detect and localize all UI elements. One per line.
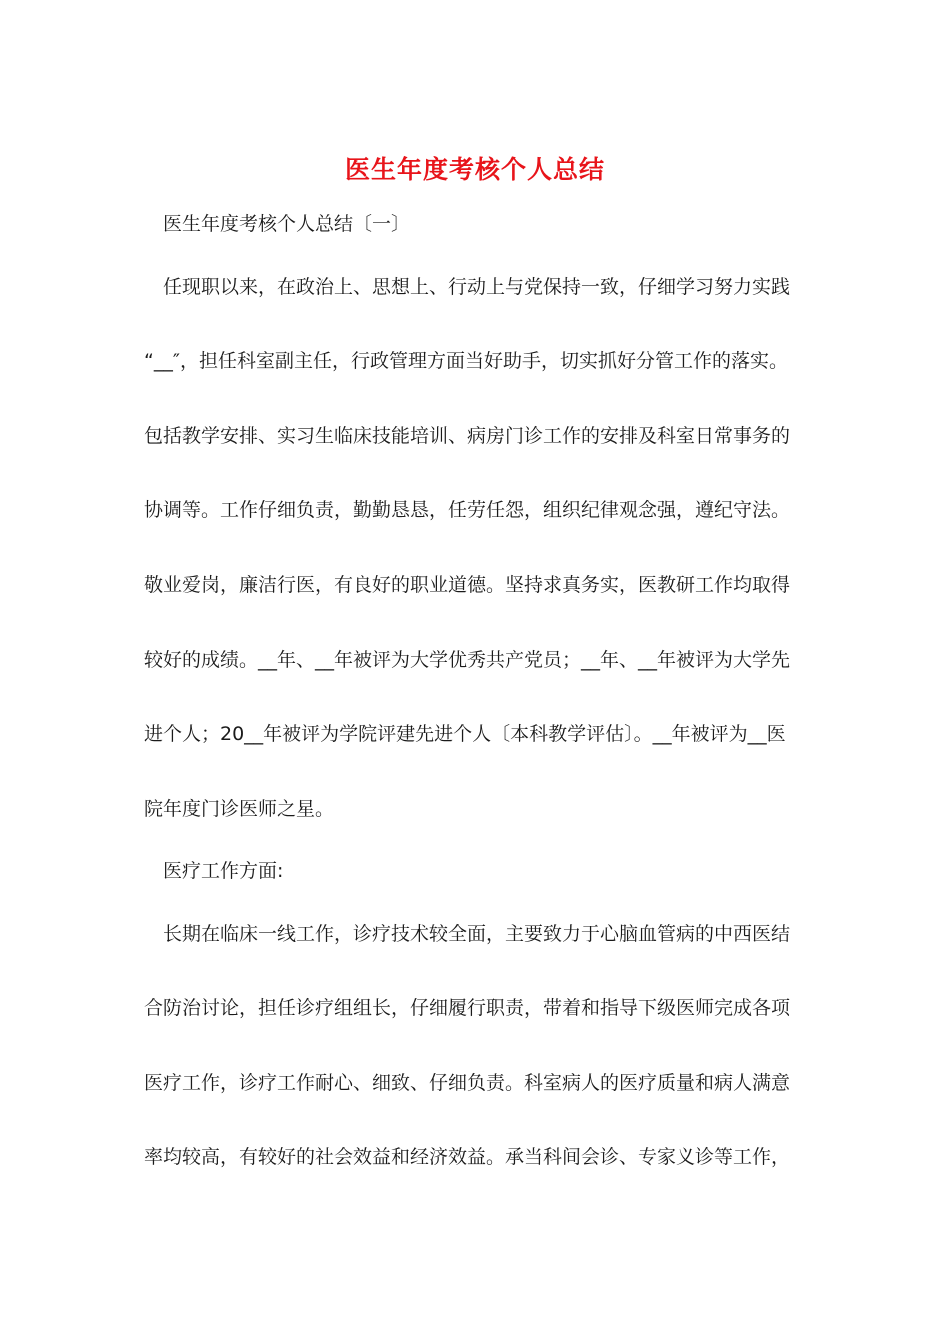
paragraph-line: 率均较高，有较好的社会效益和经济效益。承当科间会诊、专家义诊等工作，: [144, 1146, 791, 1168]
document-title: 医生年度考核个人总结: [344, 155, 605, 184]
paragraph-line: 较好的成绩。__年、__年被评为大学优秀共产党员；__年、__年被评为大学先: [144, 649, 791, 671]
paragraph-line: 包括教学安排、实习生临床技能培训、病房门诊工作的安排及科室日常事务的: [144, 425, 791, 447]
paragraph-line: 任现职以来，在政治上、思想上、行动上与党保持一致，仔细学习努力实践: [163, 276, 791, 298]
paragraph-line: 长期在临床一线工作，诊疗技术较全面，主要致力于心脑血管病的中西医结: [163, 923, 791, 945]
paragraph-line: 进个人；20__年被评为学院评建先进个人〔本科教学评估〕。__年被评为__医: [144, 723, 786, 745]
paragraph-line: “__″，担任科室副主任，行政管理方面当好助手，切实抓好分管工作的落实。: [144, 350, 788, 372]
paragraph-line: 医疗工作，诊疗工作耐心、细致、仔细负责。科室病人的医疗质量和病人满意: [144, 1072, 791, 1094]
paragraph-line: 合防治讨论，担任诊疗组组长，仔细履行职责，带着和指导下级医师完成各项: [144, 997, 791, 1019]
paragraph-line: 敬业爱岗，廉洁行医，有良好的职业道德。坚持求真务实，医教研工作均取得: [144, 574, 791, 596]
document-subtitle: 医生年度考核个人总结〔一〕: [163, 213, 411, 235]
paragraph-line: 协调等。工作仔细负责，勤勤恳恳，任劳任怨，组织纪律观念强，遵纪守法。: [144, 499, 791, 521]
paragraph-line: 院年度门诊医师之星。: [144, 798, 335, 820]
section-heading: 医疗工作方面:: [163, 860, 284, 882]
